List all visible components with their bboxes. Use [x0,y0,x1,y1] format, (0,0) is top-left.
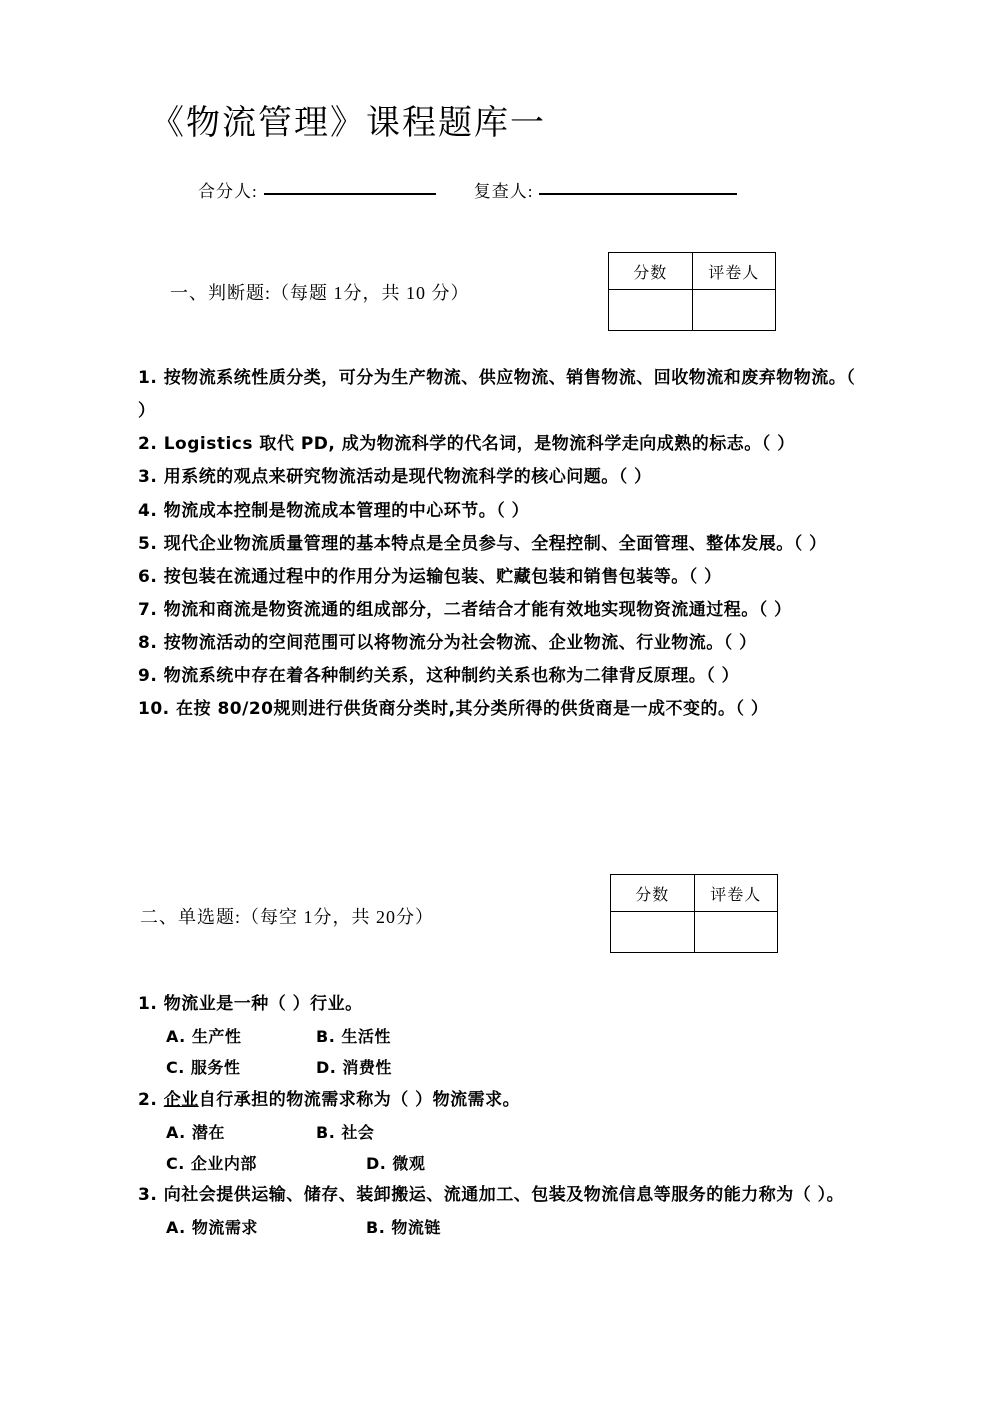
question-text: Logistics 取代 PD, 成为物流科学的代名词，是物流科学走向成熟的标志。（ ） [163,434,795,455]
question-text: 现代企业物流质量管理的基本特点是全员参与、全程控制、全面管理、整体发展。（ ） [163,533,827,554]
reviewer-input-rule[interactable] [539,193,737,195]
page-title: 《物流管理》课程题库一 [150,103,546,143]
question-item [138,561,868,594]
question-item [138,1084,868,1117]
question-text: 用系统的观点来研究物流活动是现代物流科学的核心问题。（ ） [163,467,652,488]
grader-value-cell[interactable] [694,912,778,953]
question-number: 10. [138,699,177,720]
question-item [138,495,868,528]
section-2-heading: 二、单选题:（每空 1分，共 20分） [140,907,434,927]
question-item [138,693,868,726]
choice-row [138,1021,868,1052]
section-1-question-list [138,362,868,727]
choice-option[interactable]: A. 物流需求 [166,1218,258,1238]
question-text: 按物流系统性质分类，可分为生产物流、供应物流、销售物流、回收物流和废弃物物流。（ ） [138,368,856,422]
question-item [138,461,868,494]
choice-row [138,1212,868,1243]
section-1-heading: 一、判断题:（每题 1分，共 10 分） [170,283,470,303]
choice-option[interactable]: C. 服务性 [166,1058,241,1078]
question-number: 3. [138,1185,164,1206]
choice-option[interactable]: D. 消费性 [316,1058,392,1078]
question-text: 按包装在流通过程中的作用分为运输包装、贮藏包装和销售包装等。（ ） [163,566,722,587]
score-table-section-2 [610,874,778,953]
question-text: 物流成本控制是物流成本管理的中心环节。（ ） [163,500,530,521]
question-number: 3. [138,467,164,488]
table-row [609,253,776,290]
choice-option[interactable]: A. 潜在 [166,1122,225,1142]
scorer-label: 合分人: [198,182,258,201]
question-number: 9. [138,666,164,687]
question-number: 6. [138,566,164,587]
question-item [138,1179,868,1212]
choice-row [138,1052,868,1083]
question-number: 7. [138,599,164,620]
choice-option[interactable]: C. 企业内部 [166,1153,257,1173]
question-text: 按物流活动的空间范围可以将物流分为社会物流、企业物流、行业物流。（ ） [163,633,757,654]
section-2-question-list [138,988,868,1243]
score-value-cell[interactable] [609,290,693,331]
question-text: 物流和商流是物资流通的组成部分，二者结合才能有效地实现物资流通过程。（ ） [163,599,792,620]
choice-row [138,1148,868,1179]
table-row [611,912,778,953]
question-text: 自行承担的物流需求称为（ ）物流需求。 [198,1089,521,1110]
table-row [609,290,776,331]
grader-header-cell: 评卷人 [692,253,776,290]
reviewer-label: 复查人: [473,182,534,201]
score-header-cell: 分数 [609,253,693,290]
question-item [138,660,868,693]
question-text: 在按 80/20规则进行供货商分类时,其分类所得的供货商是一成不变的。（ ） [176,699,769,720]
grader-header-cell: 评卷人 [694,875,778,912]
question-text: 向社会提供运输、储存、装卸搬运、流通加工、包装及物流信息等服务的能力称为（ ）。 [163,1185,845,1206]
question-item [138,594,868,627]
question-item [138,528,868,561]
question-item [138,362,868,428]
choice-option[interactable]: B. 生活性 [316,1027,391,1047]
question-number: 2. [138,1089,164,1110]
question-number: 1. [138,368,164,388]
grader-value-cell[interactable] [692,290,776,331]
score-value-cell[interactable] [611,912,695,953]
question-number: 8. [138,633,164,654]
question-item [138,428,868,461]
question-number: 4. [138,500,164,521]
table-row [611,875,778,912]
question-item [138,988,868,1021]
signature-row [198,177,737,202]
score-header-cell: 分数 [611,875,695,912]
choice-option[interactable]: B. 物流链 [366,1218,441,1238]
choice-option[interactable]: A. 生产性 [166,1027,242,1047]
score-table-section-1 [608,252,776,331]
choice-row [138,1117,868,1148]
question-text: 物流系统中存在着各种制约关系，这种制约关系也称为二律背反原理。（ ） [163,666,740,687]
question-number: 5. [138,533,164,554]
question-number: 1. [138,994,164,1014]
question-item [138,627,868,660]
question-underlined-term: 企业 [163,1089,199,1110]
choice-option[interactable]: B. 社会 [316,1122,375,1142]
choice-option[interactable]: D. 微观 [366,1153,426,1173]
question-number: 2. [138,434,164,455]
scorer-input-rule[interactable] [264,193,436,195]
question-text: 物流业是一种（ ）行业。 [163,994,363,1014]
